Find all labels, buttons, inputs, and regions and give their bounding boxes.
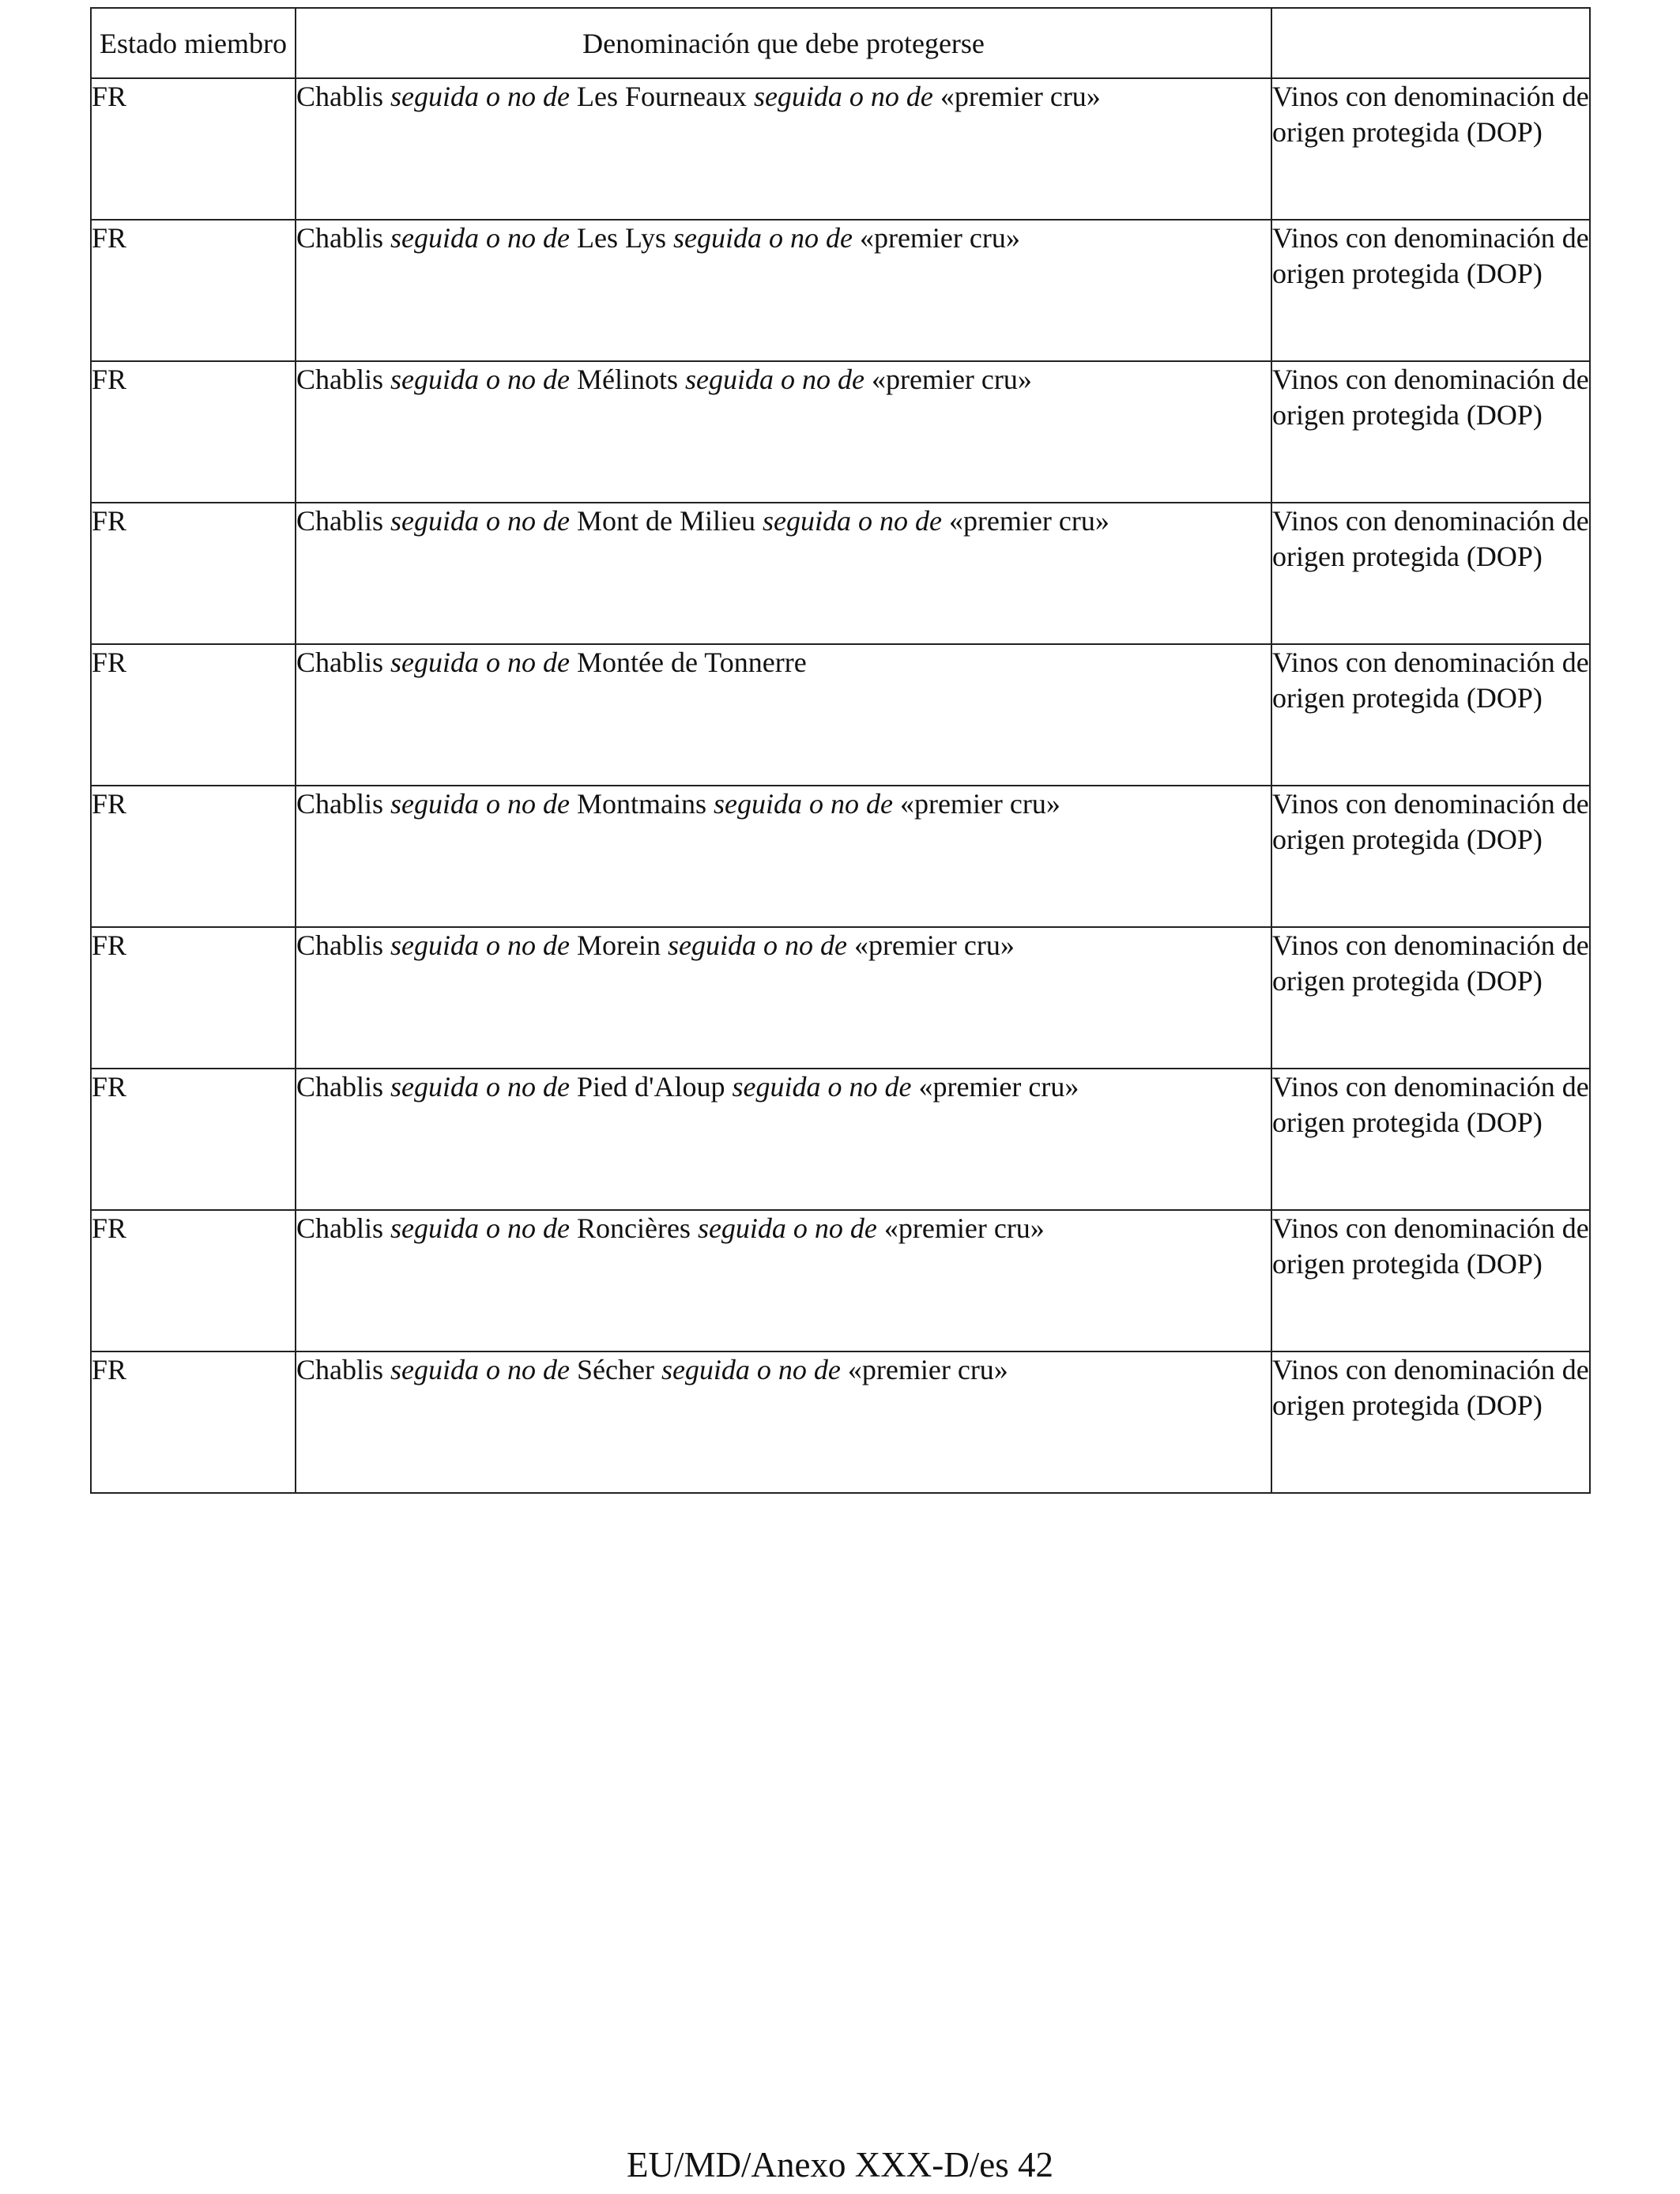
header-member-state: Estado miembro: [91, 8, 296, 78]
denomination-connector: seguida o no de: [690, 1212, 884, 1244]
denomination-prefix: Chablis: [296, 1071, 384, 1103]
member-state-cell: FR: [91, 644, 296, 786]
category-cell: Vinos con denominación de origen protegida (DOP): [1271, 927, 1590, 1069]
denomination-connector: seguida o no de: [383, 788, 577, 820]
denomination-connector: seguida o no de: [383, 81, 577, 112]
member-state-cell: FR: [91, 220, 296, 361]
denomination-connector: seguida o no de: [383, 364, 577, 395]
denomination-cell: [296, 1351, 1271, 1493]
denomination-prefix: Chablis: [296, 222, 384, 254]
table-row: [91, 1351, 1590, 1493]
denomination-connector: seguida o no de: [383, 929, 577, 961]
category-cell: Vinos con denominación de origen protegida (DOP): [1271, 786, 1590, 927]
category-cell: Vinos con denominación de origen protegida (DOP): [1271, 78, 1590, 220]
denomination-prefix: Chablis: [296, 1354, 384, 1385]
table-row: [91, 644, 1590, 786]
member-state-cell: FR: [91, 361, 296, 503]
denomination-suffix: «premier cru»: [871, 364, 1032, 395]
denomination-cell: [296, 1069, 1271, 1210]
category-cell: Vinos con denominación de origen protegida (DOP): [1271, 1351, 1590, 1493]
denomination-place: Montée de Tonnerre: [576, 647, 807, 678]
table-row: [91, 361, 1590, 503]
table-row: [91, 78, 1590, 220]
denomination-prefix: Chablis: [296, 647, 384, 678]
denomination-place: Mont de Milieu: [576, 505, 755, 537]
denomination-suffix: «premier cru»: [918, 1071, 1079, 1103]
denomination-cell: [296, 786, 1271, 927]
denomination-connector: seguida o no de: [665, 222, 860, 254]
denominations-table: [90, 7, 1591, 1494]
denomination-prefix: Chablis: [296, 505, 384, 537]
denomination-connector: seguida o no de: [383, 647, 577, 678]
denomination-cell: [296, 503, 1271, 644]
table-header-row: [91, 8, 1590, 78]
table-row: [91, 220, 1590, 361]
denomination-cell: [296, 220, 1271, 361]
member-state-cell: FR: [91, 503, 296, 644]
table-row: [91, 786, 1590, 927]
denomination-suffix: «premier cru»: [883, 1212, 1045, 1244]
denomination-suffix: «premier cru»: [847, 1354, 1008, 1385]
denomination-connector: seguida o no de: [383, 1071, 577, 1103]
category-cell: Vinos con denominación de origen protegida (DOP): [1271, 503, 1590, 644]
denomination-place: Montmains: [576, 788, 706, 820]
member-state-cell: FR: [91, 1069, 296, 1210]
category-cell: Vinos con denominación de origen protegida (DOP): [1271, 1210, 1590, 1351]
table-row: [91, 1210, 1590, 1351]
denomination-prefix: Chablis: [296, 364, 384, 395]
denomination-place: Mélinots: [576, 364, 678, 395]
member-state-cell: FR: [91, 78, 296, 220]
member-state-cell: FR: [91, 786, 296, 927]
denomination-place: Les Lys: [576, 222, 666, 254]
denomination-connector: seguida o no de: [678, 364, 872, 395]
table-row: [91, 503, 1590, 644]
denomination-cell: [296, 78, 1271, 220]
header-denomination: Denominación que debe protegerse: [296, 8, 1271, 78]
table-row: [91, 927, 1590, 1069]
category-cell: Vinos con denominación de origen protegida (DOP): [1271, 361, 1590, 503]
denomination-connector: seguida o no de: [706, 788, 900, 820]
denomination-place: Pied d'Aloup: [576, 1071, 725, 1103]
table-body: [91, 78, 1590, 1493]
denomination-cell: [296, 927, 1271, 1069]
member-state-cell: FR: [91, 1351, 296, 1493]
denomination-prefix: Chablis: [296, 929, 384, 961]
denomination-prefix: Chablis: [296, 1212, 384, 1244]
denomination-connector: seguida o no de: [755, 505, 949, 537]
denomination-cell: [296, 644, 1271, 786]
page-reference-footer: EU/MD/Anexo XXX-D/es 42: [627, 2145, 1053, 2185]
denomination-connector: seguida o no de: [383, 1212, 577, 1244]
denomination-cell: [296, 361, 1271, 503]
denomination-prefix: Chablis: [296, 788, 384, 820]
category-cell: Vinos con denominación de origen protegida (DOP): [1271, 1069, 1590, 1210]
denomination-connector: seguida o no de: [660, 929, 854, 961]
denomination-prefix: Chablis: [296, 81, 384, 112]
category-cell: Vinos con denominación de origen protegida (DOP): [1271, 644, 1590, 786]
denomination-suffix: «premier cru»: [859, 222, 1020, 254]
denomination-place: Sécher: [576, 1354, 654, 1385]
denomination-suffix: «premier cru»: [948, 505, 1109, 537]
table-row: [91, 1069, 1590, 1210]
category-cell: Vinos con denominación de origen protegida (DOP): [1271, 220, 1590, 361]
denomination-place: Les Fourneaux: [576, 81, 747, 112]
denomination-connector: seguida o no de: [725, 1071, 919, 1103]
denomination-place: Morein: [576, 929, 661, 961]
denomination-suffix: «premier cru»: [899, 788, 1060, 820]
denomination-suffix: «premier cru»: [853, 929, 1015, 961]
denomination-connector: seguida o no de: [383, 505, 577, 537]
denomination-connector: seguida o no de: [383, 222, 577, 254]
denomination-connector: seguida o no de: [383, 1354, 577, 1385]
denomination-connector: seguida o no de: [746, 81, 940, 112]
header-category: [1271, 8, 1590, 78]
member-state-cell: FR: [91, 927, 296, 1069]
denomination-cell: [296, 1210, 1271, 1351]
denomination-place: Roncières: [576, 1212, 691, 1244]
denomination-connector: seguida o no de: [654, 1354, 848, 1385]
member-state-cell: FR: [91, 1210, 296, 1351]
denomination-suffix: «premier cru»: [940, 81, 1101, 112]
